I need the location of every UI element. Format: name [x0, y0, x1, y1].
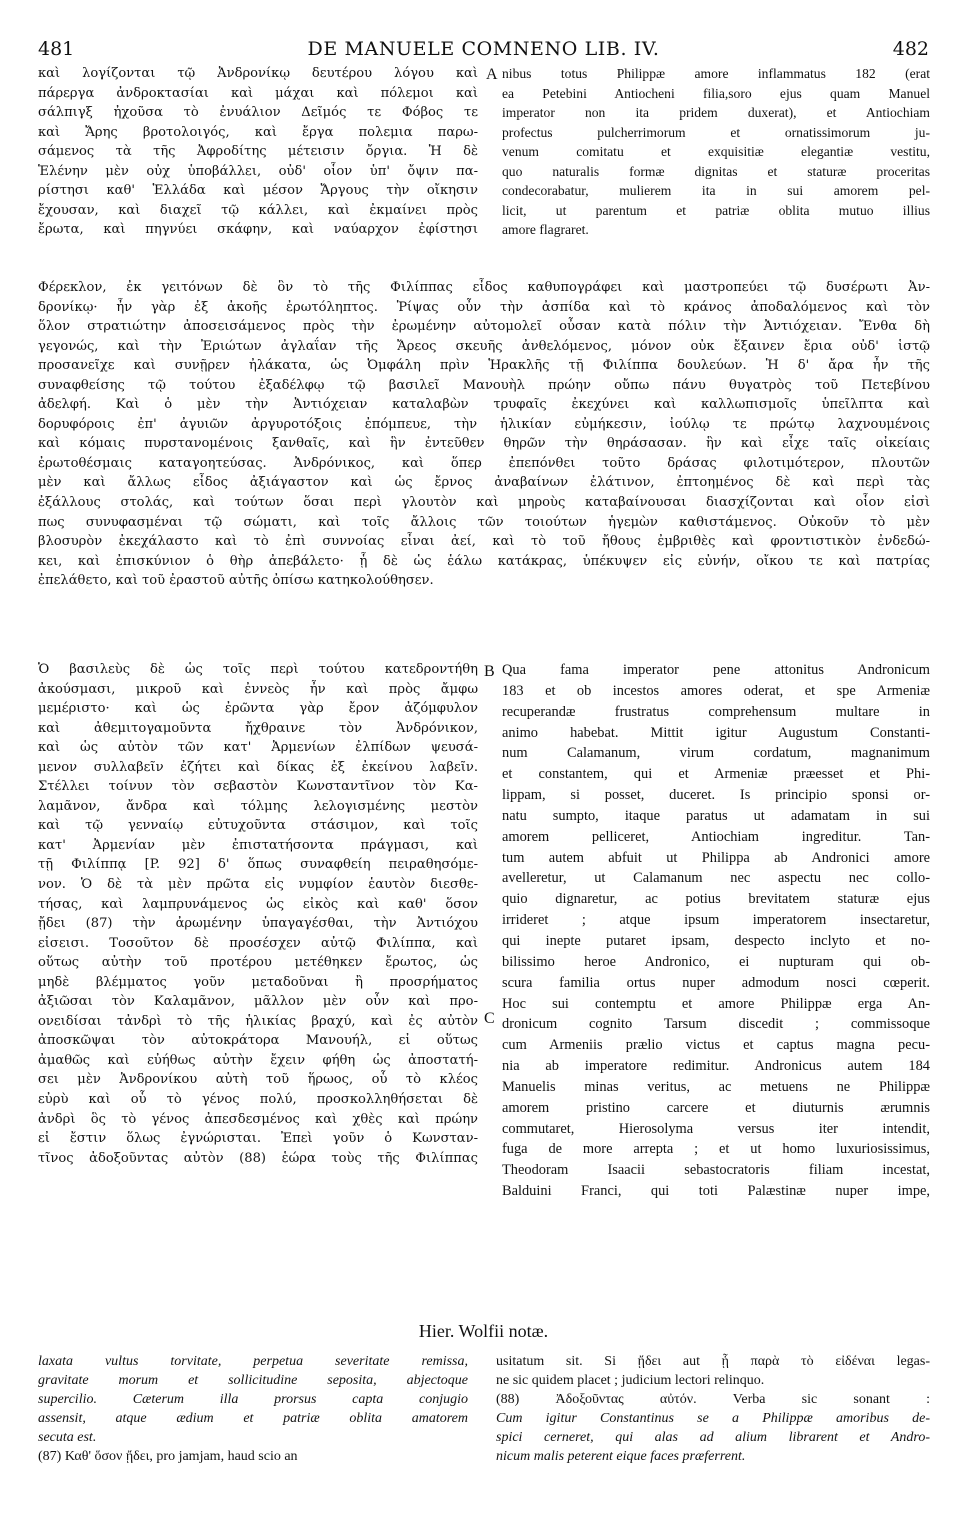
text-line: natu sumpto, itaque paratus ut adamatam in sui: [502, 807, 930, 824]
text-line: ἐπελάθετο, καὶ τοῦ ἐραστοῦ αὐτῆς ὀπίσω κατηκολούθησεν.: [38, 573, 434, 589]
text-line: Theodoram Isaacii sebastocratoris filiam incestat,: [502, 1162, 930, 1179]
text-line: Ὁ βασιλεὺς δὲ ὡς τοῖς περὶ τούτου κατεδροντήθη: [38, 662, 478, 677]
text-line: avelleretur, ut Calamanum nec aspectu nec collo-: [502, 870, 930, 887]
notes-heading: Hier. Wolfii notæ.: [418, 1321, 549, 1341]
text-line: ἔρωτα, καὶ πηγνύει σκάφην, καὶ ναύαρχον ἐφίστησι: [38, 222, 478, 238]
note-line: laxata vultus torvitate, perpetua severitate remissa,: [38, 1354, 468, 1369]
text-line: ἀδελφή. Καὶ ὁ μὲν τὴν Ἀντιόχειαν καταλαβὼν τρυφαῖς ἐκεχύνει καὶ καλλωπισμοῖς ὑπεῖλπτα καὶ: [38, 397, 930, 413]
text-line: σάλπιγξ ἠχοῦσα τὸ ἐνυάλιον Δεῖμός τε Φόβος τε: [38, 105, 478, 121]
text-line: οὕτως αὐτὴν τοῦ προτέρου μετέθηκεν ἔρωτος, ὡς: [38, 955, 478, 971]
note-line: secuta est.: [38, 1430, 97, 1446]
text-line: ἀκούσμασι, μικροῦ καὶ ἐννεὸς ἦν καὶ πρὸς ἄμφω: [38, 681, 478, 697]
text-line: καὶ ὡς αὐτὸν τῶν κατ' Ἀρμενίων ἐλπίδων ψευσά-: [38, 740, 478, 756]
text-line: καὶ κόμαις πυρστανομένοις ξανθαῖς, καὶ ἣν ἐντεῦθεν θηρῶν τὴν θηράσασαν. ἣν καὶ εἶχε ταῖς οἰκείαις: [38, 436, 930, 452]
text-line: ὅλον στρατιώτην ἀποσεισάμενος πρὸς τὴν ἐρωμένην αὐτομολεῖ οὖσαν κατὰ πόλιν τὴν Ἀντιόχειαν. Ἔνθα δὴ: [38, 319, 930, 335]
text-line: ἐρωτοθέσμαις καταγοητεύσας. Ἀνδρόνικος, καὶ ὅπερ ἐπεπόνθει τοῦτο δράσας φιλοτιμότερον, πλουτῶν: [38, 455, 930, 471]
text-line: scura familia ortus nuper admodum nosci cœperit.: [502, 974, 930, 991]
text-line: quo naturalis formæ dignitas et staturæ proceritas: [502, 163, 930, 179]
text-line: lippam, si posset, duceret. Is principio sponsi or-: [502, 787, 930, 804]
notes-column-left: [38, 1352, 468, 1467]
text-line: μηδὲ βλέμματος γοῦν μεταδοῦναι ἢ προσρήματος: [38, 974, 478, 990]
note-line: spici cerneret, qui alas ad alium librarent et Andro-: [496, 1430, 930, 1446]
text-line: fuga de more arrepta ; et ut homo luxuriosissimus,: [502, 1141, 930, 1158]
text-line: τῇ Φιλίππᾳ [P. 92] δ' ὅπως συναφθείη πειραθησόμε-: [38, 857, 478, 873]
text-line: qui inepte putaret ipsam, despecto inclyto et no-: [502, 932, 930, 949]
section-marker-b: B: [484, 663, 495, 680]
text-line: amore flagraret.: [502, 222, 589, 238]
text-line: γεγονώς, καὶ τὴν Ἐριώτων ἀγλαΐαν τῆς Ἄρεος σκευῆς ἀνθελόμενος, μόνον οὐκ ἔξαινεν ἔρια οὐδ' ἱστῷ: [38, 338, 930, 354]
text-line: condecorabatur, mulierem ita in sui amorem pel-: [502, 183, 930, 199]
text-line: λαμᾶνον, ἄνδρα καὶ τόλμης λελογισμένης μεστὸν: [38, 798, 478, 814]
text-line: imperator non ita pridem duxerat), et Antiochiam: [502, 105, 930, 121]
text-line: εἰ ἔστιν ὅλως ἐγνώρισται. Ἐπεὶ γοῦν ὁ Κωνσταν-: [38, 1131, 478, 1147]
text-line: ἀξιῶσαι τὸν Καλαμᾶνον, μᾶλλον μὲν οὖν καὶ προ-: [38, 994, 478, 1010]
text-line: καὶ ἀθεμιτογαμοῦντα ἤχθραινε τὸν Ἀνδρόνικον,: [38, 720, 478, 736]
text-line: Qua fama imperator pene attonitus Andronicum: [502, 662, 930, 678]
note-line: gravitate morum et sollicitudine seposita, abjectoque: [38, 1373, 468, 1389]
section-marker-a: A: [486, 66, 498, 83]
latin-column-a: [502, 64, 930, 240]
note-line: nicum malis peterent eique faces præferrent.: [496, 1449, 746, 1465]
notes-column-right: [496, 1352, 930, 1467]
text-line: ᾔδει (87) τὴν ἀρωμένην ὑπαγαγέσθαι, τὴν Ἀντιόχου: [38, 916, 478, 932]
text-line: τῖνος ἀδοξοῦντας αὐτὸν (88) ἑώρα τοὺς τῆς Φιλίππας: [38, 1150, 478, 1166]
text-line: nibus totus Philippæ amore inflammatus 182 (erat: [502, 66, 930, 81]
text-line: Hoc sui contemptu et amore Philippæ erga An-: [502, 995, 930, 1012]
text-line: νον. Ὁ δὲ τὰ μὲν πρῶτα εἰς νυμφίον ἑαυτὸν διεσθε-: [38, 877, 478, 893]
text-line: animo habebat. Mittit igitur Augustum Constanti-: [502, 724, 930, 741]
note-line: assensit, atque ædium et patriæ oblita amatorem: [38, 1411, 468, 1427]
text-line: εὐρὺ καὶ οὗ τὸ γένος πολύ, προσκολληθήσεται δὲ: [38, 1092, 478, 1108]
note-line: supercilio. Cæterum illa prorsus capta conjugio: [38, 1392, 468, 1408]
text-line: ρίστησι καθ' Ἑλλάδα καὶ μέσον Ἄργους τὴν οἴκησιν: [38, 183, 478, 199]
text-line: προσανεῖχε καὶ συνῇρεν ἠλάκατα, ὡς Ὀμφάλη πρὶν Ἡρακλῆς τῇ Φιλίππα δουλεύων. Ἡ δ' ἄρα ἦν τῆς: [38, 358, 930, 374]
text-line: καὶ λογίζονται τῷ Ἀνδρονίκῳ δευτέρου λόγου καὶ: [38, 66, 478, 81]
text-line: tum autem abfuit ut Philippa ab Andronici amore: [502, 849, 930, 866]
text-line: ἀποσκῶψαι τὸν αὐτοκράτορα Μανουήλ, εἰ οὕτως: [38, 1033, 478, 1049]
text-line: Balduini Franci, qui toti Palæstinæ nuper impe,: [502, 1183, 930, 1200]
text-line: nia ab imperatore redimitur. Andronicus autem 184: [502, 1058, 930, 1075]
text-line: πως συνυφασμέναι τῷ σώματι, καὶ τοῖς ἄλλοις τῶν τοιούτων ἡγεμὼν καθιστάμενος. Οὐκοῦν τὸ μὲν: [38, 514, 930, 530]
text-line: Ἑλένην μὲν οὐχ ὑποβάλλει, οὐδ' οἷον ὑπ' ὄψιν πα-: [38, 163, 478, 179]
text-line: quio dignaretur, ac potius brevitatem staturæ ejus: [502, 891, 930, 908]
text-line: συναφθείσης τῷ τούτου ἐξαδέλφῳ τῷ βασιλεῖ Μανουὴλ πρώην οὔπω πάνυ θυγατρὸς τοῦ Πετεβίνου: [38, 377, 930, 393]
text-line: ea Petebini Antiocheni filia,soro ejus quam Manuel: [502, 85, 930, 101]
note-line: (87) Καθ' ὅσον ᾔδει, pro jamjam, haud scio an: [38, 1449, 298, 1465]
text-line: εἰσεισι. Τοσοῦτον δὲ προσέσχεν αὐτῷ Φιλίππα, καὶ: [38, 935, 478, 951]
note-line: (88) Ἀδοξοῦντας αὐτόν. Verba sic sonant :: [496, 1392, 930, 1408]
text-line: καὶ Ἄρης βροτολοιγός, καὶ ἔργα πολεμια παρω-: [38, 124, 478, 140]
text-line: σάμενος τὰ τῆς Ἀφροδίτης μέτεισιν ὄργια. Ἡ δὲ: [38, 144, 478, 160]
text-line: ονειδίσαι τἀνδρὶ τὸ τῆς ἡλικίας βραχύ, καὶ ἐς αὐτὸν: [38, 1013, 478, 1029]
text-line: dronicum cognito Tarsum discedit ; commissoque: [502, 1016, 930, 1033]
text-line: μὲν καὶ ἄλλως εἶδος ἀξιάγαστον καὶ ὡς ἔρνος ἀναβαίνων ἐλάτινον, ἐπτοημένος δὲ καὶ περὶ τὰς: [38, 475, 930, 491]
text-line: τήσας, καὶ λαμπρυνάμενος ὡς εἰκὸς καὶ καθ' ὅσον: [38, 896, 478, 912]
text-line: Manuelis minas veritus, ac metuens ne Philippæ: [502, 1078, 930, 1095]
text-line: Στέλλει τοίνυν τὸν σεβαστὸν Κωνσταντῖνον τὸν Κα-: [38, 779, 478, 795]
greek-full-width-block: [38, 278, 930, 591]
latin-column-b: [502, 660, 930, 1202]
text-line: Φέρεκλον, ἐκ γειτόνων δὲ ὃν τὸ τῆς Φιλίππας εἶδος καθυπογράφει καὶ μαστροπεύει τῷ δυσέρωτι Ἀν-: [38, 280, 930, 295]
note-line: ne sic quidem placet ; judicium lectori relinquo.: [496, 1373, 765, 1389]
text-line: πάρεργα ἀνδροκτασίαι καὶ μάχαι καὶ πόλεμοι καὶ: [38, 85, 478, 101]
text-line: καὶ τῷ γενναίῳ εὐτυχοῦντα στάσιμον, καὶ τοῖς: [38, 818, 478, 834]
running-title: DE MANUELE COMNENO LIB. IV.: [307, 38, 660, 60]
text-line: ἀνδρὶ ὃς τὸ γένος ἀπεσδεσμένος καὶ χθὲς καὶ πρώην: [38, 1111, 478, 1127]
text-line: δρονίκῳ· ἦν γὰρ ἐξ ἀκοῆς ἐρωτόληπτος. Ῥίψας οὖν τὴν ἀσπίδα καὶ τὸ κράνος ἀποδαλόμενος καὶ τὸν: [38, 299, 930, 315]
text-line: et constantem, qui et Armeniæ præesset et Phi-: [502, 766, 930, 783]
note-line: Cum igitur Constantinus se a Philippæ amoribus de-: [496, 1411, 930, 1427]
page-number-left: 481: [38, 38, 75, 60]
text-line: 183 et ob incestos amores oderat, et spe Armeniæ: [502, 682, 930, 699]
text-line: commutaret, Hierosolyma versus iter intendit,: [502, 1120, 930, 1137]
note-line: usitatum sit. Si ᾔδει aut ᾗ παρὰ τὸ εἰδέναι legas-: [496, 1354, 930, 1369]
running-header: [38, 38, 929, 62]
text-line: κατ' Ἀρμενίαν μὲν ἐπιστατήσοντα πράγμασι, καὶ: [38, 837, 478, 853]
text-line: amorem pristino carcere et diuturnis ærumnis: [502, 1099, 930, 1116]
text-line: βλοσυρὸν ἐκεχάλαστο καὶ τὸ ἐπὶ συννοίας εἶναι ἀεί, καὶ τὸ τοῦ ἤθους ἐμβριθὲς καὶ φροντιστικὸν ἐνδεδώ-: [38, 534, 930, 550]
text-line: bilissimo heroe Andronico, ei nupturam qui ob-: [502, 953, 930, 970]
text-line: ἀμαθῶς καὶ εὐήθως αὐτὴν ἔχειν φήθη ὡς ἀποστατή-: [38, 1052, 478, 1068]
greek-column-b: [38, 660, 478, 1168]
text-line: amorem pelliceret, Antiochiam ingreditur. Tan-: [502, 828, 930, 845]
page-number-right: 482: [892, 38, 929, 60]
text-line: licit, ut parentum et patriæ oblita mutuo illius: [502, 202, 930, 218]
greek-column-a: [38, 64, 478, 240]
section-marker-c: C: [484, 1010, 495, 1027]
text-line: cum Armeniis prælio victus et captus magna pecu-: [502, 1037, 930, 1054]
text-line: profectus pulcherrimorum et ornatissimorum ju-: [502, 124, 930, 140]
text-line: ἐξάλλους στολάς, καὶ τούτων ὅσαι περὶ γλουτὸν καὶ μηροὺς καταβαίνουσαι διασχίζονται καὶ οἷον εἰσὶ: [38, 495, 930, 511]
text-line: recuperandæ frustratus comprehensum multare in: [502, 703, 930, 720]
text-line: μενον συλλαβεῖν ἐζήτει καὶ δίκας ἐξ ἐκείνου λαβεῖν.: [38, 759, 478, 775]
text-line: μεμέριστο· καὶ ὡς ἐρῶντα γὰρ ἔρον ἀζόμφυλον: [38, 701, 478, 717]
text-line: irrideret ; atque ipsum imperatorem insectaretur,: [502, 912, 930, 929]
text-line: num Calamanum, virum cordatum, magnanimum: [502, 745, 930, 762]
text-line: δορυφόροις ἐπ' ἀγυιῶν ἀργυροτόξοις ἐπόμπευε, τὴν ἡλικίαν εὐμήκεσιν, ἰούλῳ τε πρώτῳ λαχνουμένοις: [38, 416, 930, 432]
text-line: venum comitatu et exquisitiæ elegantiæ vestitu,: [502, 144, 930, 160]
text-line: ἔχουσαν, καὶ διαχεῖ τῷ κάλλει, καὶ ἐκμαίνει πρὸς: [38, 202, 478, 218]
text-line: σει μὲν Ἀνδρονίκου αὐτὴ τοῦ ἥρωος, οὗ τὸ κλέος: [38, 1072, 478, 1088]
text-line: κει, καὶ ἐπισκύνιον ὁ θὴρ ἀπεβάλετο· ᾗ δὲ ὡς ἑάλω κατάκρας, ὑπέκυψεν εἰς εὐνήν, οἴκου τε καὶ πατρίας: [38, 553, 930, 569]
